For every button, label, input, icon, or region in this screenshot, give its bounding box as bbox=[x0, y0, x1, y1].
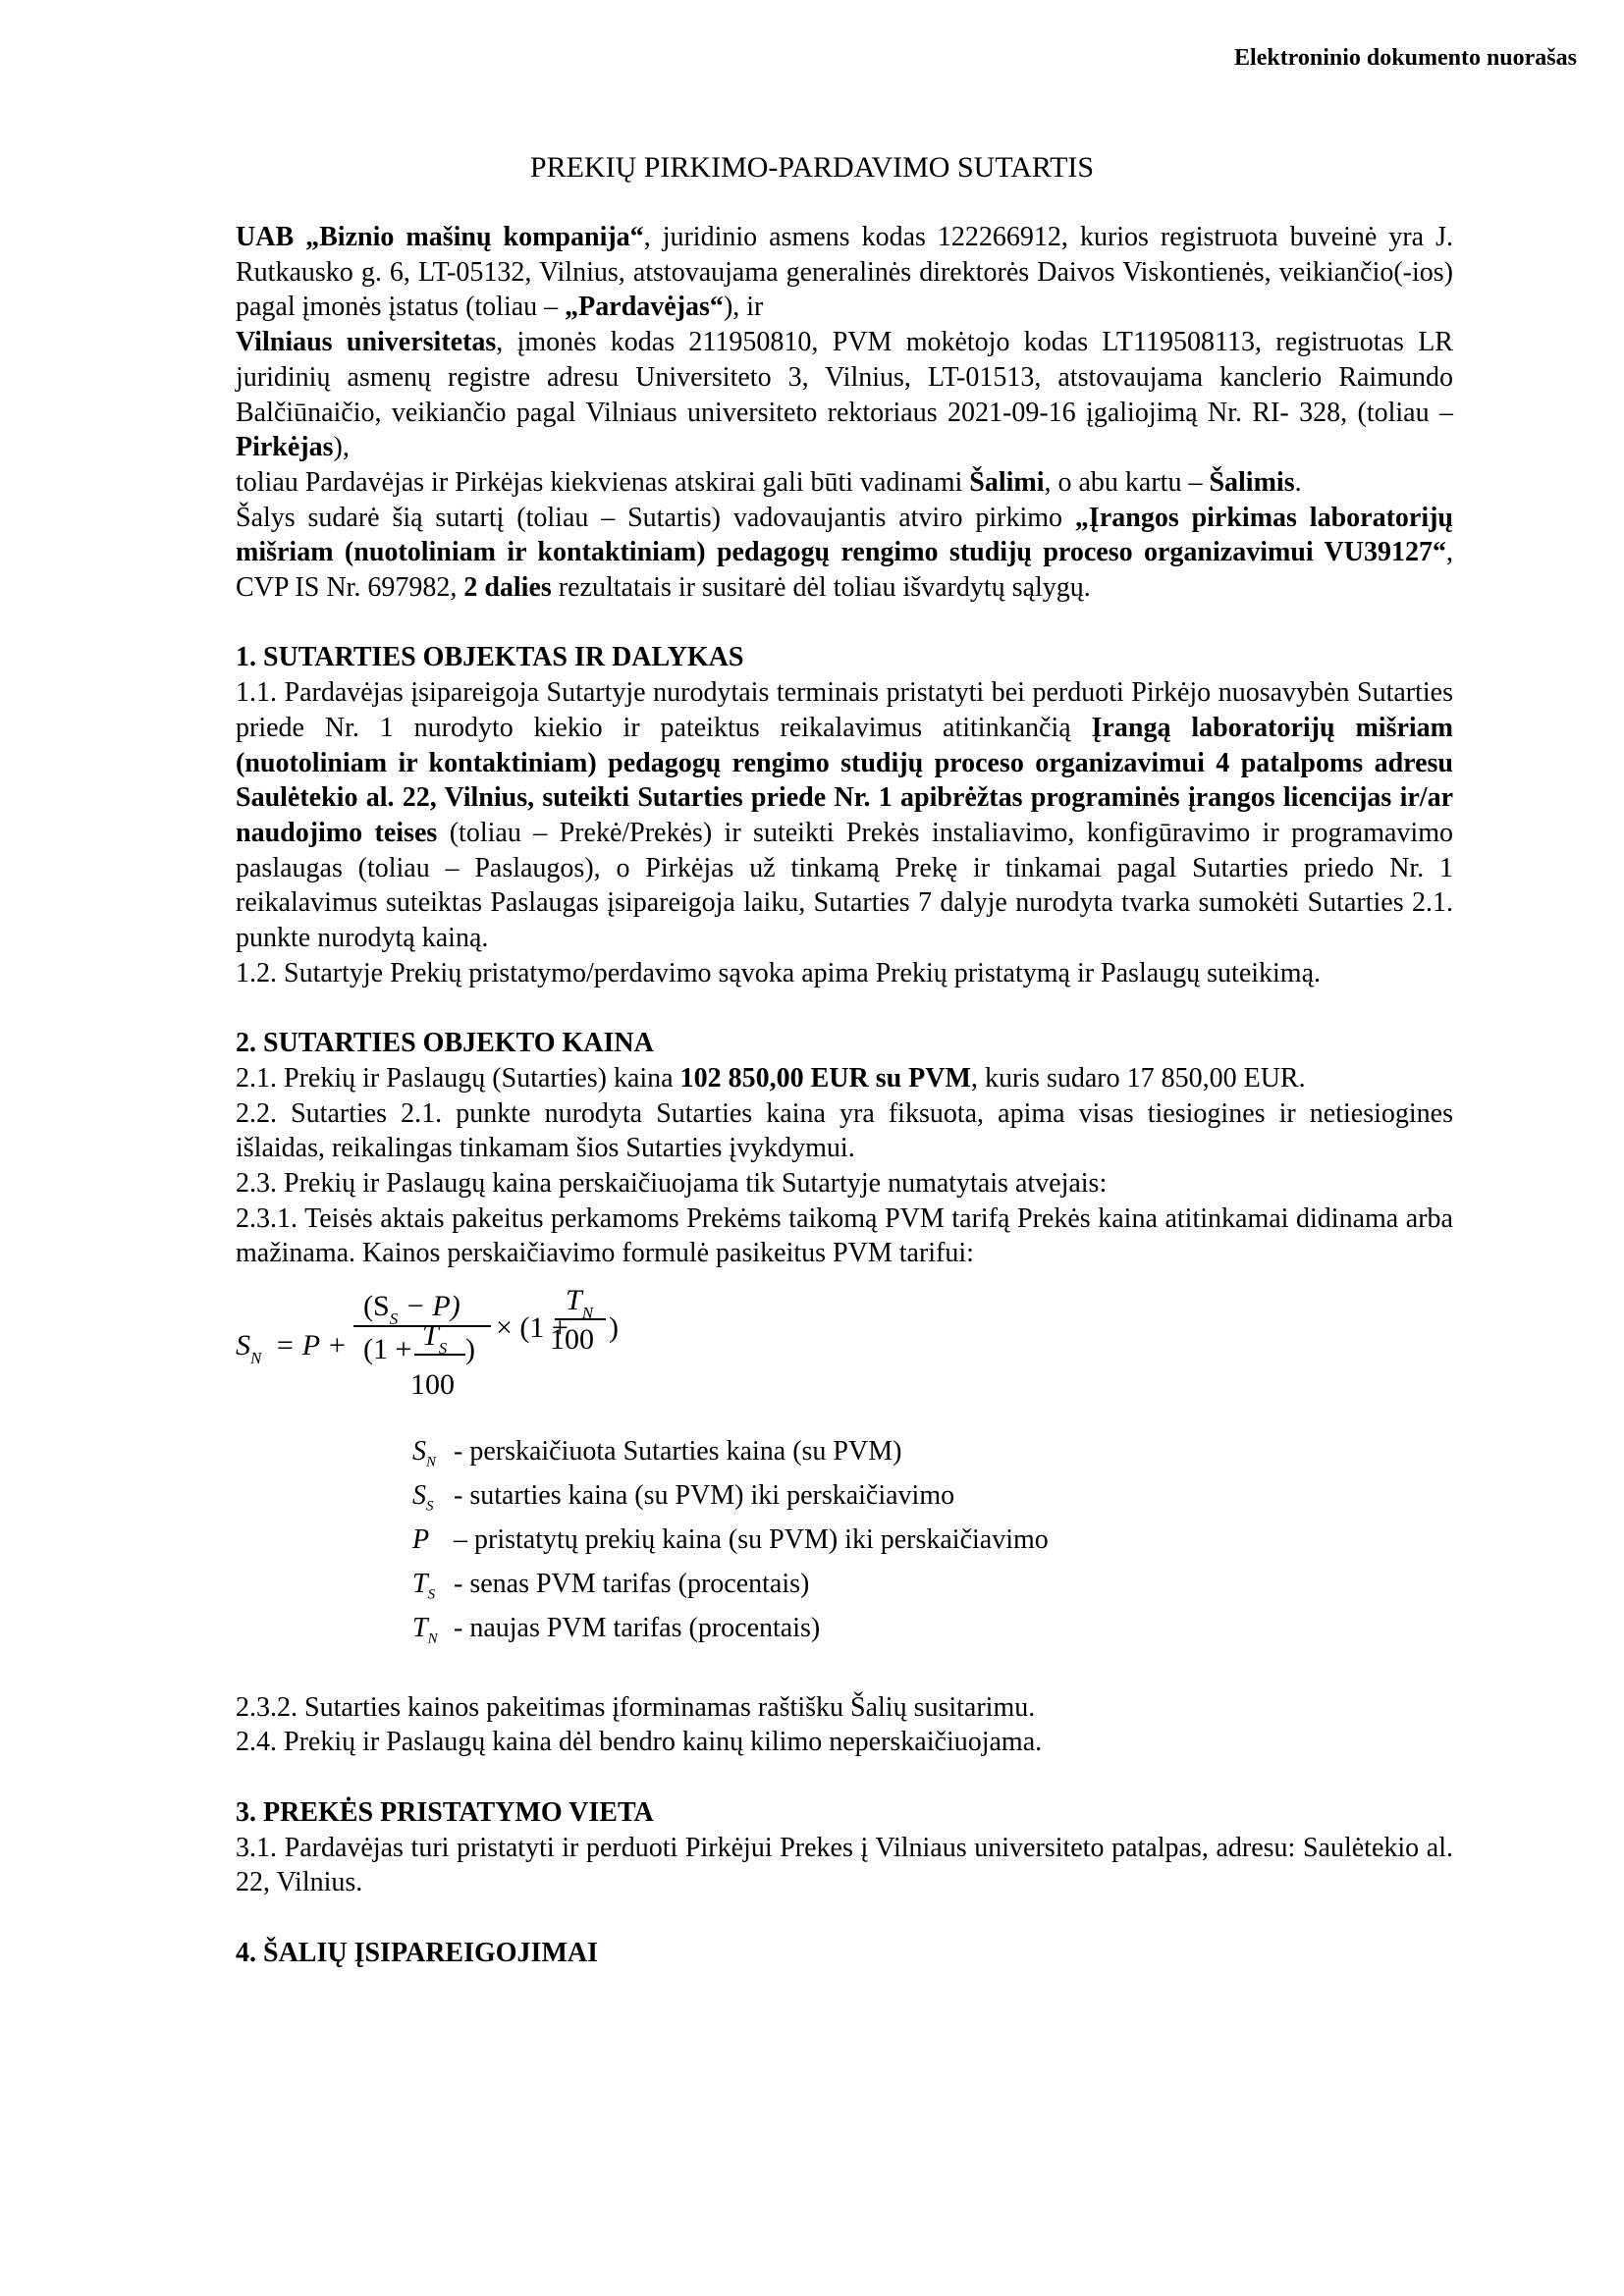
clause-2-3-2: 2.3.2. Sutarties kainos pakeitimas įforminamas raštišku Šalių susitarimu. bbox=[236, 1691, 1036, 1723]
formula-times: × (1 + bbox=[496, 1311, 568, 1345]
formula-eq: = P + bbox=[275, 1329, 348, 1362]
section-1-heading: 1. SUTARTIES OBJEKTAS IR DALYKAS bbox=[236, 642, 744, 673]
clause-1-1 bbox=[236, 675, 1453, 956]
spacer bbox=[236, 1900, 1453, 1936]
legend-row: $T_N$ - naujas PVM tarifas (procentais) bbox=[412, 1613, 821, 1647]
procurement-name: „Įrangos pirkimas laboratorijų mišriam (nuotoliniam ir kontaktiniam) pedagogų rengimo studijų proceso organizavimui VU39127“ bbox=[236, 502, 1453, 568]
party-single-term: Šalimi bbox=[969, 466, 1045, 498]
legend-row: $S_N$ - perskaičiuota Sutarties kaina (su PVM) bbox=[412, 1436, 902, 1470]
parties-definition-mid: , o abu kartu – bbox=[1044, 466, 1210, 498]
parties-definition-end: . bbox=[1294, 466, 1302, 498]
clause-2-4: 2.4. Prekių ir Paslaugų kaina dėl bendro kainų kilimo neperskaičiuojama. bbox=[236, 1727, 1043, 1758]
contract-title: PREKIŲ PIRKIMO-PARDAVIMO SUTARTIS bbox=[529, 151, 1095, 184]
agreement-pre: Šalys sudarė šią sutartį (toliau – Sutartis) vadovaujantis atviro pirkimo bbox=[236, 502, 1075, 533]
parties-seller-paragraph bbox=[236, 220, 1453, 325]
seller-name: UAB „Biznio mašinų kompanija“ bbox=[236, 222, 644, 252]
clause-2-3: 2.3. Prekių ir Paslaugų kaina perskaičiuojama tik Sutartyje numatytais atvejais: bbox=[236, 1167, 1108, 1199]
formula-tn: $T_N$ bbox=[566, 1284, 594, 1323]
clause-2-3-1: 2.3.1. Teisės aktais pakeitus perkamoms Prekėms taikomą PVM tarifą Prekės kaina atitinkamai didinama arba mažinama. Kainos perskaičiavimo formulė pasikeitus PVM tarifui: bbox=[236, 1202, 1453, 1269]
seller-tail: ), ir bbox=[723, 292, 764, 323]
legend-row: $S_S$ - sutarties kaina (su PVM) iki perskaičiavimo bbox=[412, 1480, 955, 1515]
spacer bbox=[236, 990, 1453, 1026]
formula-inner-fraction-line bbox=[414, 1354, 465, 1356]
buyer-tail: ), bbox=[333, 432, 350, 463]
clause-1-1-end: (toliau – Prekė/Prekės) ir suteikti Prekės instaliavimo, konfigūravimo ir programavimo paslaugas (toliau – Paslaugos), o Pirkėjas už tinkamą Prekę ir tinkamai pagal Sutarties priedo Nr. 1 reikalavimus suteiktas Paslaugas įsipareigoja laiku, Sutarties 7 dalyje nurodyta tvarka sumokėti Sutarties 2.1. punkte nurodytą kainą. bbox=[236, 817, 1453, 954]
contract-body bbox=[236, 220, 1453, 1970]
agreement-mid: , CVP IS Nr. 697982, bbox=[236, 537, 1453, 604]
legend-row: P – pristatytų prekių kaina (su PVM) iki perskaičiavimo bbox=[412, 1524, 1049, 1556]
buyer-details: , įmonės kodas 211950810, PVM mokėtojo kodas LT119508113, registruotas LR juridinių asmenų registre adresu Universiteto 3, Vilnius, LT-01513, atstovaujama kanclerio Raimundo Balčiūnaičio, veikiančio pagal Vilniaus universiteto rektoriaus 2021-09-16 įgaliojimą Nr. RI- 328, (toliau – bbox=[236, 327, 1453, 428]
clause-3-1: 3.1. Pardavėjas turi pristatyti ir perduoti Pirkėjui Prekes į Vilniaus universiteto patalpas, adresu: Saulėtekio al. 22, Vilnius. bbox=[236, 1832, 1453, 1898]
section-4-heading: 4. ŠALIŲ ĮSIPAREIGOJIMAI bbox=[236, 1937, 598, 1968]
formula-denominator: (1 + bbox=[363, 1333, 412, 1366]
contract-price: 102 850,00 EUR su PVM bbox=[679, 1062, 971, 1094]
formula-den-close: ) bbox=[465, 1333, 475, 1366]
section-3-heading: 3. PREKĖS PRISTATYMO VIETA bbox=[236, 1796, 654, 1828]
formula-close: ) bbox=[609, 1311, 619, 1345]
procurement-part: 2 dalies bbox=[463, 572, 552, 604]
parties-definition-pre: toliau Pardavėjas ir Pirkėjas kiekvienas atskirai gali būti vadinami bbox=[236, 466, 970, 498]
clause-2-1-pre: 2.1. Prekių ir Paslaugų (Sutarties) kaina bbox=[236, 1062, 680, 1094]
agreement-paragraph bbox=[236, 501, 1453, 606]
clause-2-2: 2.2. Sutarties 2.1. punkte nurodyta Sutarties kaina yra fiksuota, apima visas tiesiogines ir netiesiogines išlaidas, reikalingas tinkamam šios Sutarties įvykdymui. bbox=[236, 1097, 1453, 1164]
spacer bbox=[236, 606, 1453, 641]
formula-tn-den: 100 bbox=[550, 1323, 594, 1357]
formula-legend bbox=[412, 1434, 1453, 1655]
clause-1-1-bold: Įrangą laboratorijų mišriam (nuotoliniam ir kontaktiniam) pedagogų rengimo studijų proceso organizavimui 4 patalpoms adresu Saulėtekio al. 22, Vilnius, suteikti Sutarties priede Nr. 1 apibrėžtas programinės įrangos licencijas ir/ar naudojimo teises bbox=[236, 712, 1453, 848]
formula-numerator: $(S_S - P)$ bbox=[363, 1290, 460, 1329]
clause-1-1-pre: 1.1. Pardavėjas įsipareigoja Sutartyje nurodytais terminais pristatyti bei perduoti Pirkėjo nuosavybėn Sutarties priede Nr. 1 nurodyto kiekio ir pateiktus reikalavimus atitinkančią bbox=[236, 677, 1453, 743]
clause-2-1 bbox=[236, 1061, 1453, 1096]
formula-tn-fraction-line bbox=[555, 1318, 606, 1320]
price-recalculation-formula bbox=[236, 1284, 1453, 1420]
seller-alias: „Pardavėjas“ bbox=[565, 292, 724, 323]
formula-lhs: $S_N$ bbox=[236, 1329, 262, 1368]
spacer bbox=[236, 1655, 1453, 1690]
formula-ts: $T_S$ bbox=[422, 1319, 448, 1359]
electronic-document-link[interactable]: Elektroninio dokumento nuorašas bbox=[1234, 45, 1577, 71]
agreement-end: rezultatais ir susitarė dėl toliau išvardytų sąlygų. bbox=[551, 572, 1091, 604]
parties-definition-paragraph bbox=[236, 465, 1453, 501]
formula-ts-den: 100 bbox=[410, 1368, 455, 1402]
legend-row: $T_S$ - senas PVM tarifas (procentais) bbox=[412, 1569, 810, 1603]
party-plural-term: Šalimis bbox=[1209, 466, 1295, 498]
spacer bbox=[236, 1760, 1453, 1795]
buyer-name: Vilniaus universitetas bbox=[236, 327, 497, 358]
parties-buyer-paragraph bbox=[236, 325, 1453, 465]
section-2-heading: 2. SUTARTIES OBJEKTO KAINA bbox=[236, 1028, 654, 1059]
clause-1-2: 1.2. Sutartyje Prekių pristatymo/perdavimo sąvoka apima Prekių pristatymą ir Paslaugų suteikimą. bbox=[236, 957, 1322, 988]
seller-details: , juridinio asmens kodas 122266912, kurios registruota buveinė yra J. Rutkausko g. 6, LT-05132, Vilnius, atstovaujama generalinės direktorės Daivos Viskontienės, veikiančio(-ios) pagal įmonės įstatus (toliau – bbox=[236, 222, 1454, 323]
clause-2-1-end: , kuris sudaro 17 850,00 EUR. bbox=[970, 1062, 1306, 1094]
buyer-alias: Pirkėjas bbox=[236, 432, 334, 463]
